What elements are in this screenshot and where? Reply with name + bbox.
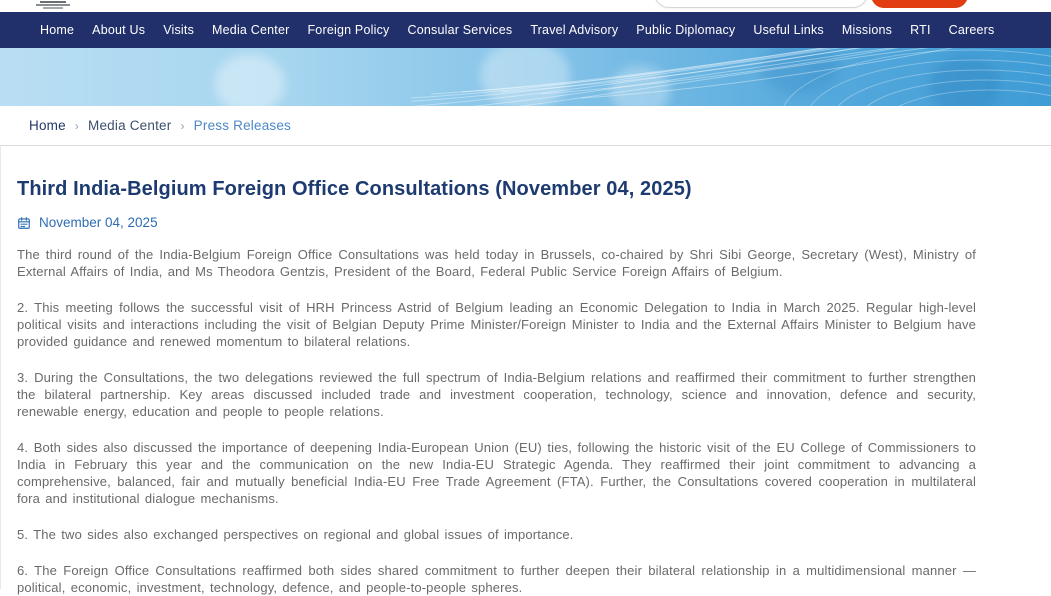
breadcrumb-home[interactable]: Home xyxy=(29,118,66,133)
nav-item-useful-links[interactable]: Useful Links xyxy=(753,23,824,37)
paragraph: 2. This meeting follows the successful visit of HRH Princess Astrid of Belgium leading an Economic Delegation to India in March 2025. Regular high-level political visits and interactions including the visit of Belgian Deputy Prime Minister/Foreign Minister to India and the External Affairs Minister to Belgium have provided guidance and renewed momentum to bilateral relations. xyxy=(17,300,976,349)
publish-date: November 04, 2025 xyxy=(39,215,158,230)
article-body xyxy=(17,246,976,596)
main-navigation xyxy=(0,12,1051,48)
nav-item-consular-services[interactable]: Consular Services xyxy=(407,23,513,37)
paragraph: 6. The Foreign Office Consultations reaffirmed both sides shared commitment to further deepen their bilateral relationship in a multidimensional manner — political, economic, investment, technology, defence, and people-to-people spheres. xyxy=(17,563,976,595)
paragraph: The third round of the India-Belgium Foreign Office Consultations was held today in Brussels, co-chaired by Shri Sibi George, Secretary (West), Ministry of External Affairs of India, and Ms Theodora Gentzis, President of the Board, Federal Public Service Foreign Affairs of Belgium. xyxy=(17,247,976,279)
calendar-icon xyxy=(17,216,31,230)
nav-item-home[interactable]: Home xyxy=(40,23,75,37)
page-title: Third India-Belgium Foreign Office Consultations (November 04, 2025) xyxy=(17,178,692,200)
nav-item-travel-advisory[interactable]: Travel Advisory xyxy=(530,23,619,37)
press-release-article xyxy=(0,146,1051,596)
nav-item-rti[interactable]: RTI xyxy=(910,23,931,37)
search-input[interactable] xyxy=(654,0,868,8)
paragraph: 5. The two sides also exchanged perspectives on regional and global issues of importance. xyxy=(17,527,574,542)
map-blob xyxy=(215,54,285,106)
breadcrumb-separator-icon: › xyxy=(74,118,80,133)
nav-item-public-diplomacy[interactable]: Public Diplomacy xyxy=(636,23,736,37)
breadcrumb-media-center[interactable]: Media Center xyxy=(88,118,172,133)
publish-date-row xyxy=(17,215,976,230)
nav-item-visits[interactable]: Visits xyxy=(163,23,195,37)
nav-item-careers[interactable]: Careers xyxy=(948,23,995,37)
topbar-action-button[interactable] xyxy=(871,0,968,8)
breadcrumb xyxy=(0,106,1051,146)
india-emblem-icon[interactable] xyxy=(30,0,76,10)
nav-item-foreign-policy[interactable]: Foreign Policy xyxy=(307,23,390,37)
top-bar xyxy=(0,0,1051,12)
nav-item-about-us[interactable]: About Us xyxy=(92,23,146,37)
breadcrumb-separator-icon: › xyxy=(180,118,185,133)
paragraph: 3. During the Consultations, the two delegations reviewed the full spectrum of India-Belgium relations and reaffirmed their commitment to further strengthen the bilateral partnership. Key areas discussed included trade and investment cooperation, technology, science and innovation, defence and security, renewable energy, education and people to people relations. xyxy=(17,370,976,419)
nav-item-media-center[interactable]: Media Center xyxy=(212,23,290,37)
paragraph: 4. Both sides also discussed the importance of deepening India-European Union (EU) ties, following the historic visit of the EU College of Commissioners to India in February this year and the communication on the new India-EU Strategic Agenda. They reaffirmed their joint commitment to advancing a comprehensive, balanced, fair and mutually beneficial India-EU Free Trade Agreement (FTA). Further, the Consultations covered cooperation in multilateral fora and institutional dialogue mechanisms. xyxy=(17,440,976,506)
nav-item-missions[interactable]: Missions xyxy=(841,23,893,37)
wave-lines-graphic xyxy=(411,48,1051,106)
world-map-waves-banner xyxy=(0,48,1051,106)
breadcrumb-press-releases[interactable]: Press Releases xyxy=(193,118,292,133)
